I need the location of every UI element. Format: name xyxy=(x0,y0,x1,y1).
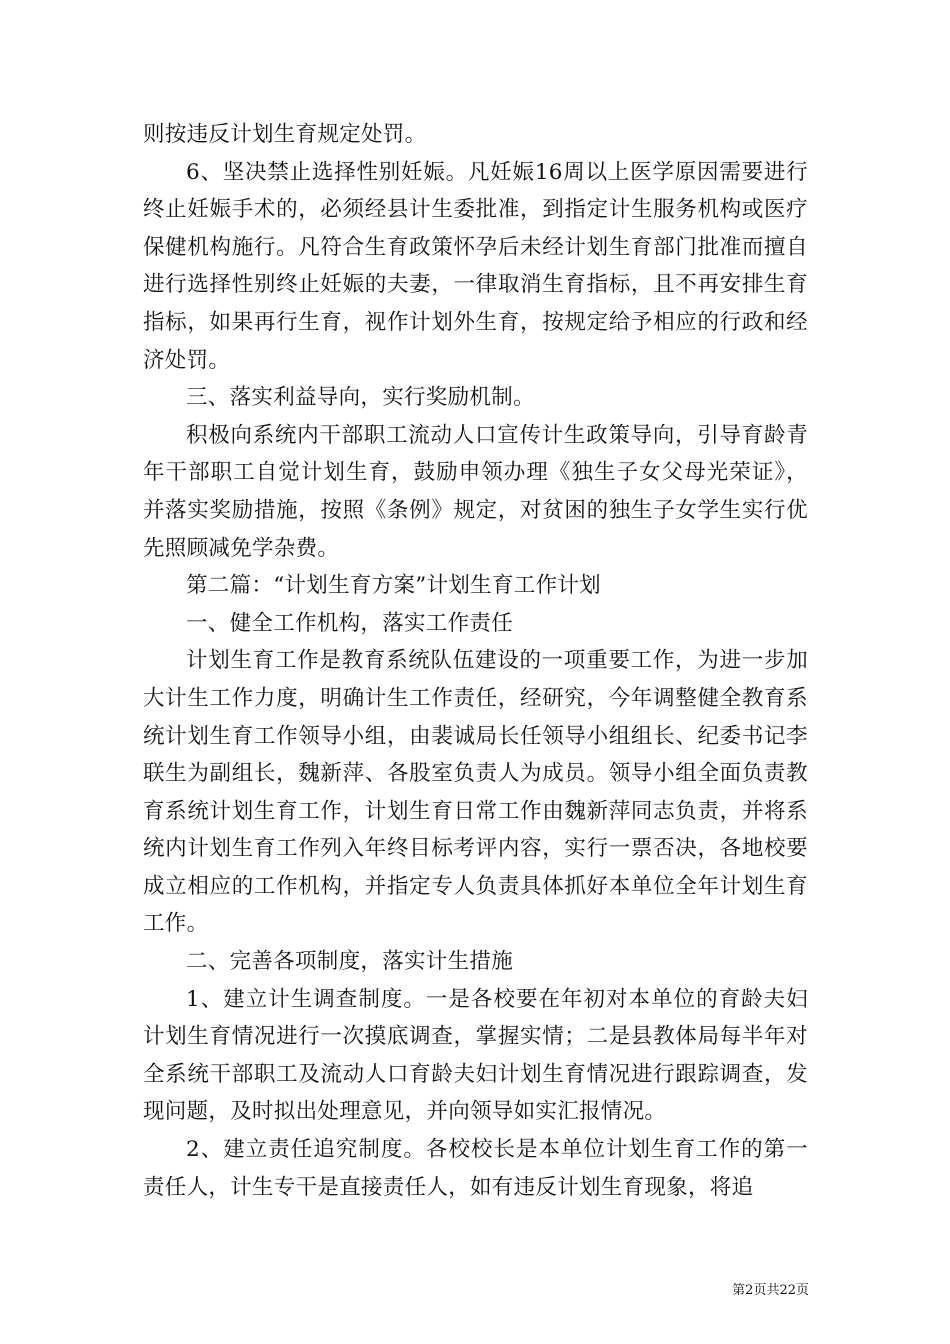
section-heading-1: 一、健全工作机构，落实工作责任 xyxy=(186,610,514,636)
paragraph-4: 积极向系统内干部职工流动人口宣传计生政策导向，引导育龄青年干部职工自觉计划生育，鼓励申领办理《独生子女父母光荣证》，并落实奖励措施，按照《条例》规定，对贫困的独生子女学生实行优先照顾减免学杂费。 xyxy=(143,422,808,561)
chapter-title: 第二篇：“计划生育方案”计划生育工作计划 xyxy=(186,573,601,599)
paragraph-9: 1、建立计生调查制度。一是各校要在年初对本单位的育龄夫妇计划生育情况进行一次摸底调查，掌握实情；二是县教体局每半年对全系统干部职工及流动人口育龄夫妇计划生育情况进行跟踪调查，发现问题，及时拟出处理意见，并向领导如实汇报情况。 xyxy=(143,986,808,1125)
paragraph-10: 2、建立责任追究制度。各校校长是本单位计划生育工作的第一责任人，计生专干是直接责任人，如有违反计划生育现象，将追 xyxy=(143,1137,808,1200)
section-heading-3: 三、落实利益导向，实行奖励机制。 xyxy=(186,385,535,411)
page-number: 第2页共22页 xyxy=(732,1283,809,1298)
section-heading-2: 二、完善各项制度，落实计生措施 xyxy=(186,949,514,975)
paragraph-2: 6、坚决禁止选择性别妊娠。凡妊娠16周以上医学原因需要进行终止妊娠手术的，必须经县计生委批准，到指定计生服务机构或医疗保健机构施行。凡符合生育政策怀孕后未经计划生育部门批准而擅自进行选择性别终止妊娠的夫妻，一律取消生育指标，且不再安排生育指标，如果再行生育，视作计划外生育，按规定给予相应的行政和经济处罚。 xyxy=(143,159,808,373)
paragraph-1: 则按违反计划生育规定处罚。 xyxy=(143,122,427,147)
document-body xyxy=(143,116,808,1206)
paragraph-7: 计划生育工作是教育系统队伍建设的一项重要工作，为进一步加大计生工作力度，明确计生工作责任，经研究，今年调整健全教育系统计划生育工作领导小组，由裴诚局长任领导小组组长、纪委书记李联生为副组长，魏新萍、各股室负责人为成员。领导小组全面负责教育系统计划生育工作，计划生育日常工作由魏新萍同志负责，并将系统内计划生育工作列入年终目标考评内容，实行一票否决，各地校要成立相应的工作机构，并指定专人负责具体抓好本单位全年计划生育工作。 xyxy=(143,648,808,937)
